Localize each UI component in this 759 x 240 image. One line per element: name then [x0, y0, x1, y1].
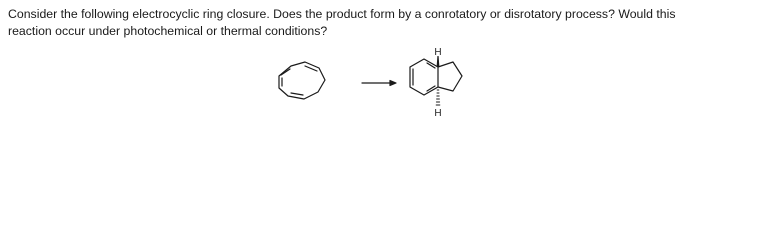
- question-line-1: Consider the following electrocyclic ring closure. Does the product form by a conrotatory or disrotatory process? Would this: [8, 7, 676, 21]
- hydrogen-label-top: H: [434, 47, 442, 58]
- reactant-molecule: [279, 62, 325, 99]
- hash-bond: [436, 90, 440, 105]
- question-line-2: reaction occur under photochemical or thermal conditions?: [8, 23, 328, 38]
- hydrogen-label-bottom: H: [434, 108, 442, 119]
- reaction-arrow: [362, 81, 396, 86]
- product-molecule: [410, 56, 462, 105]
